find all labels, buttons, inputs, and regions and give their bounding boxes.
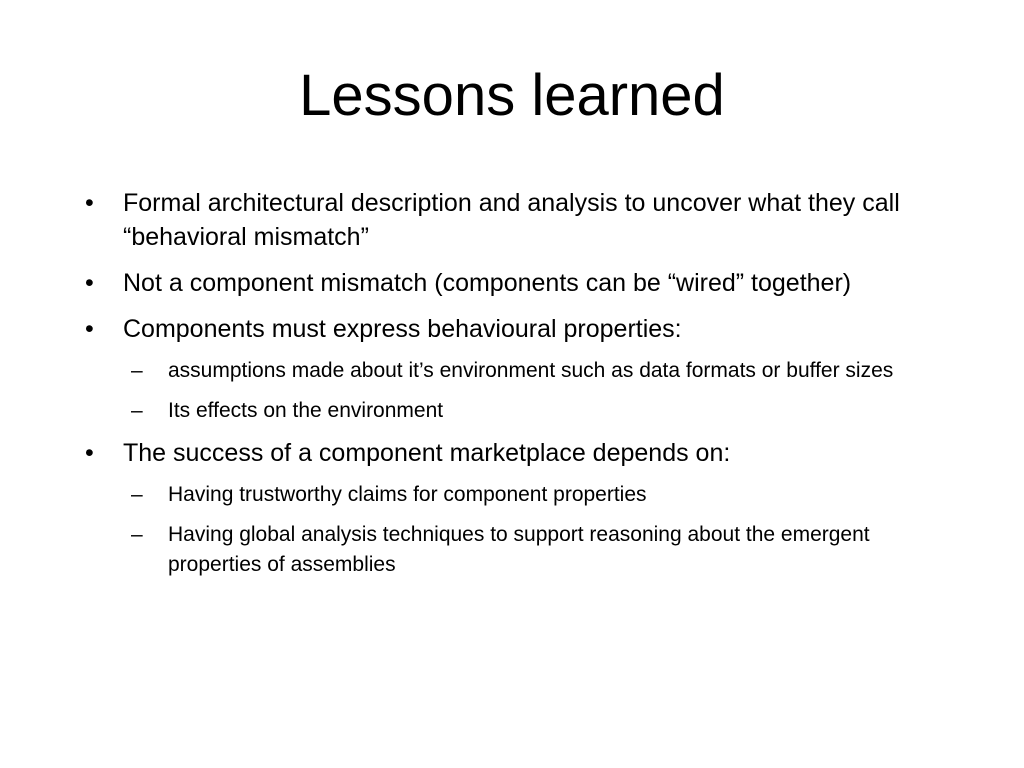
sub-bullet-marker: – <box>131 359 143 382</box>
sub-bullet-item <box>0 520 928 580</box>
bullet-item <box>0 186 903 254</box>
sub-bullet-text: Having global analysis techniques to support reasoning about the emergent properties of assemblies <box>168 523 870 576</box>
sub-bullet-text: Having trustworthy claims for component properties <box>168 483 647 506</box>
bullet-text: The success of a component marketplace depends on: <box>123 439 731 467</box>
bullet-text: Formal architectural description and analysis to uncover what they call “behavioral mismatch” <box>123 189 900 251</box>
bullet-text: Components must express behavioural properties: <box>123 315 682 343</box>
sub-bullet-marker: – <box>131 523 143 546</box>
sub-bullet-text: Its effects on the environment <box>168 399 444 422</box>
sub-bullet-marker: – <box>131 399 143 422</box>
slide-title: Lessons learned <box>299 63 725 128</box>
bullet-marker: • <box>85 315 94 343</box>
sub-bullet-marker: – <box>131 483 143 506</box>
bullet-item <box>0 266 903 300</box>
bullet-text: Not a component mismatch (components can be “wired” together) <box>123 269 852 297</box>
bullet-marker: • <box>85 269 94 297</box>
bullet-item <box>0 436 903 470</box>
bullet-marker: • <box>85 439 94 467</box>
sub-bullet-item <box>0 480 928 510</box>
sub-bullet-item <box>0 356 928 386</box>
bullet-list <box>0 186 1024 590</box>
sub-bullet-text: assumptions made about it’s environment such as data formats or buffer sizes <box>168 359 894 382</box>
sub-bullet-item <box>0 396 928 426</box>
bullet-item <box>0 312 903 346</box>
bullet-marker: • <box>85 189 94 217</box>
